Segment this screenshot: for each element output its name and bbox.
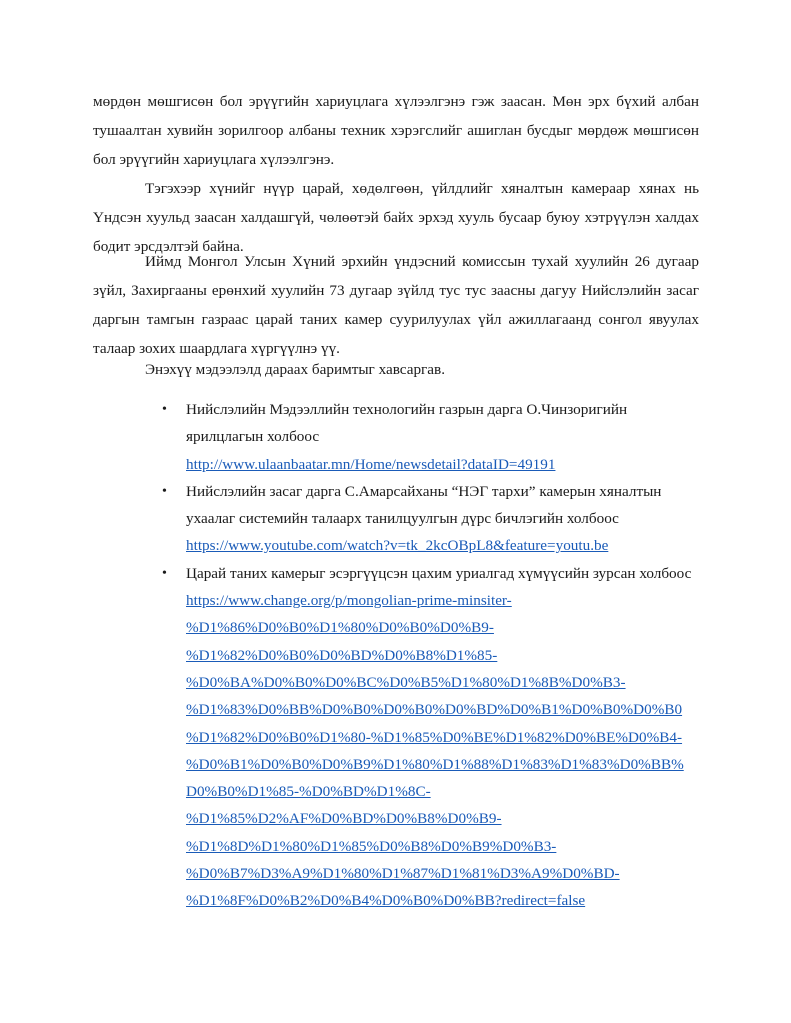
paragraph-text: Тэгэхээр хүнийг нүүр царай, хөдөлгөөн, үйлдлийг хяналтын камераар хянах нь Үндсэн хуульд заасан халдашгүй, чөлөөтэй байх эрхэд хууль бусаар буюу хэтрүүлэн халдах бодит эрсдэлтэй байна. xyxy=(93,180,699,255)
hyperlink-interview[interactable]: http://www.ulaanbaatar.mn/Home/newsdetail?dataID=49191 xyxy=(186,455,556,473)
hyperlink-petition-line[interactable]: %D1%82%D0%B0%D1%80-%D1%85%D0%BE%D1%82%D0%BE%D0%B4- xyxy=(186,728,683,746)
bullet-icon: • xyxy=(162,402,167,417)
hyperlink-petition-line[interactable]: %D1%8D%D1%80%D1%85%D0%B8%D0%B9%D0%B3- xyxy=(186,837,557,855)
paragraph-continuation xyxy=(93,87,699,174)
bullet-icon: • xyxy=(162,483,167,499)
hyperlink-petition-line[interactable]: %D0%B7%D3%A9%D1%80%D1%87%D1%81%D3%A9%D0%BD- xyxy=(186,865,620,883)
list-item-text: Царай таних камерыг эсэргүүцсэн цахим уриалгад хүмүүсийн зурсан холбоос xyxy=(186,564,692,582)
hyperlink-petition-line[interactable]: %D1%83%D0%BB%D0%B0%D0%B0%D0%BD%D0%B1%D0%B0%D0%B0 xyxy=(186,701,683,719)
list-item xyxy=(162,478,706,560)
attachment-list xyxy=(162,396,706,915)
list-item-text: Нийслэлийн засаг дарга С.Амарсайханы “НЭГ тархи” камерын хяналтын ухаалаг системийн талаарх танилцуулгын дүрс бичлэгийн холбоос xyxy=(186,482,662,528)
list-item xyxy=(162,560,706,915)
paragraph-attachments-intro xyxy=(93,355,699,384)
hyperlink-petition-line[interactable]: %D1%85%D2%AF%D0%BD%D0%B8%D0%B9- xyxy=(186,810,502,828)
hyperlink-petition-line[interactable]: %D1%8F%D0%B2%D0%B4%D0%B0%D0%BB?redirect=false xyxy=(186,892,586,910)
hyperlink-video[interactable]: https://www.youtube.com/watch?v=tk_2kcOBpL8&feature=youtu.be xyxy=(186,537,609,555)
list-item xyxy=(162,396,706,478)
hyperlink-petition-line[interactable]: %D0%B1%D0%B0%D0%B9%D1%80%D1%88%D1%83%D1%83%D0%BB% xyxy=(186,755,684,773)
hyperlink-petition-line[interactable]: %D1%82%D0%B0%D0%BD%D0%B8%D1%85- xyxy=(186,646,498,664)
paragraph-request xyxy=(93,247,699,363)
paragraph-text: Иймд Монгол Улсын Хүний эрхийн үндэсний комиссын тухай хуулийн 26 дугаар зүйл, Захиргааны ерөнхий хуулийн 73 дугаар зүйлд тус тус заасны дагуу Нийслэлийн засаг даргын тамгын газраас царай таних камер суурилуулах үйл ажиллагаанд сонгол явуулах талаар зохих шаардлага хүргүүлнэ үү. xyxy=(93,253,699,357)
list-item-text: Нийслэлийн Мэдээллийн технологийн газрын дарга О.Чинзоригийн ярилцлагын холбоос xyxy=(186,401,628,446)
hyperlink-petition-line[interactable]: https://www.change.org/p/mongolian-prime-minsiter- xyxy=(186,592,512,610)
hyperlink-petition-line[interactable]: %D0%BA%D0%B0%D0%BC%D0%B5%D1%80%D1%8B%D0%B3- xyxy=(186,673,626,691)
hyperlink-petition-line[interactable]: D0%B0%D1%85-%D0%BD%D1%8C- xyxy=(186,783,431,801)
paragraph-text: Энэхүү мэдээлэлд дараах баримтыг хавсаргав. xyxy=(145,361,445,378)
bullet-icon: • xyxy=(162,565,167,581)
paragraph-text: мөрдөн мөшгисөн бол эрүүгийн хариуцлага хүлээлгэнэ гэж заасан. Мөн эрх бүхий албан тушаалтан хувийн зорилгоор албаны техник хэрэгслийг ашиглан бусдыг мөрдөж мөшгисөн бол эрүүгийн хариуцлага хүлээлгэнэ. xyxy=(93,93,699,168)
hyperlink-petition-line[interactable]: %D1%86%D0%B0%D1%80%D0%B0%D0%B9- xyxy=(186,619,494,637)
